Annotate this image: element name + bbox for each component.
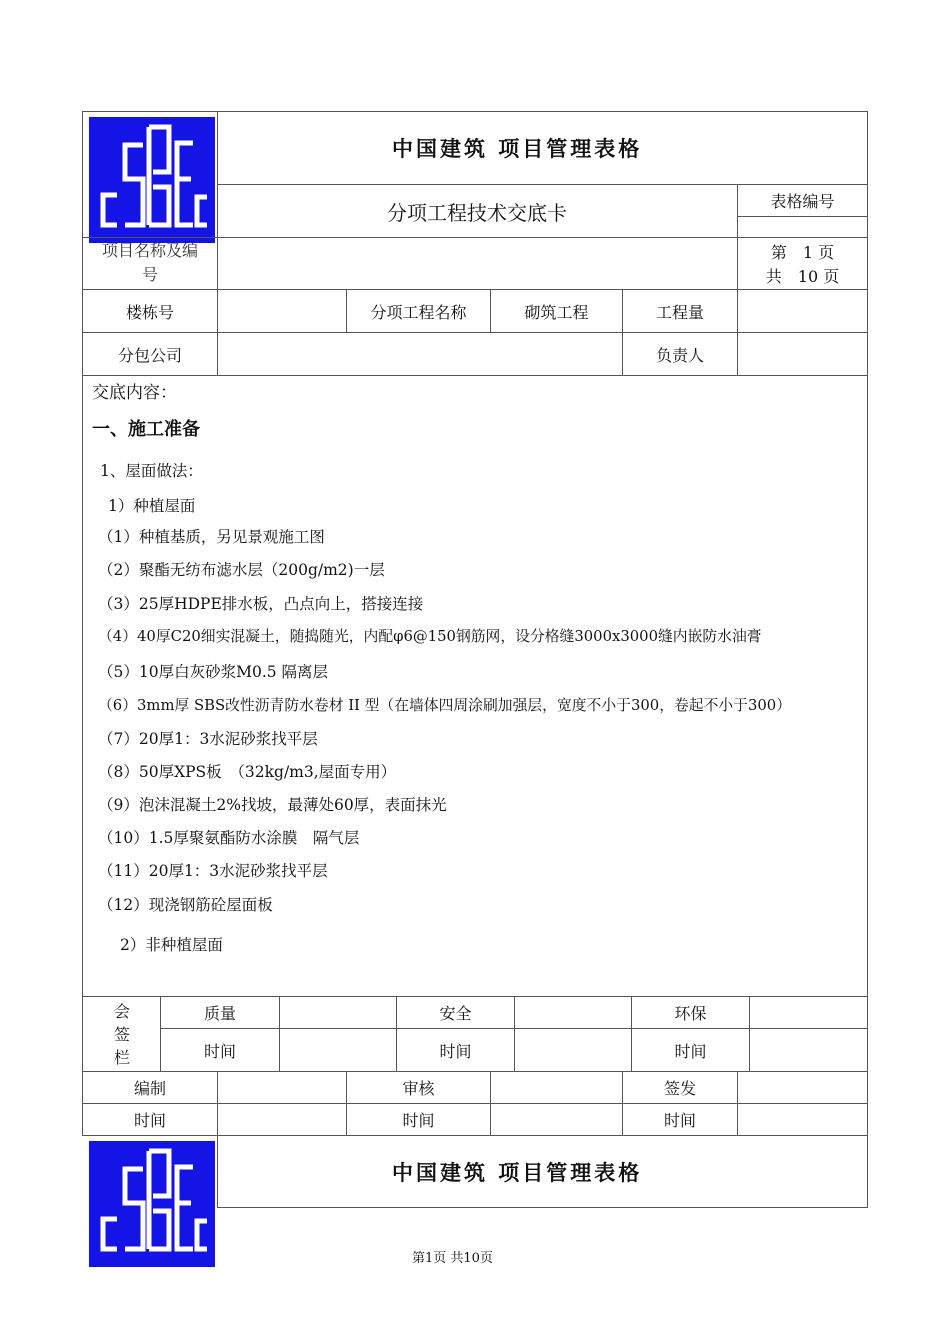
layer-line: （5）10厚白灰砂浆M0.5 隔离层 [98,663,329,681]
form-title: 分项工程技术交底卡 [387,200,567,225]
cscec-logo-icon [89,117,215,243]
quality-label: 质量 [203,1004,236,1023]
layer-line: （4）40厚C20细实混凝土，随捣随光，内配φ6@150钢筋网，设分格缝3000x3000缝内嵌防水油膏 [98,628,762,645]
layer-line: （2）聚酯无纺布滤水层（200g/m2)一层 [98,561,385,579]
layer-line: （12）现浇钢筋砼屋面板 [98,896,273,914]
layer-line: （6）3mm厚 SBS改性沥青防水卷材 II 型（在墙体四周涂刷加强层，宽度不小于300，卷起不小于300） [98,697,792,714]
time-label: 时间 [402,1111,435,1130]
layer-line: （8）50厚XPS板 （32kg/m3,屋面专用） [98,763,397,781]
project-name-label: 项目名称及编号 [101,241,198,284]
countersign-label: 会签栏 [113,1001,130,1067]
layer-line: （10）1.5厚聚氨酯防水涂膜 隔气层 [98,829,360,847]
env-label: 环保 [674,1004,707,1023]
page-total: 共 10 页 [765,266,840,286]
time-label: 时间 [439,1041,472,1061]
subitem-label: 分项工程名称 [370,302,467,322]
cscec-logo-icon [89,1141,215,1267]
brand-title: 中国建筑 项目管理表格 [392,137,643,161]
subitem-value: 砌筑工程 [524,302,589,322]
responsible-label: 负责人 [655,345,704,365]
layer-line: （1）种植基质，另见景观施工图 [98,528,325,546]
form-number-label: 表格编号 [770,192,835,211]
footer-brand-title: 中国建筑 项目管理表格 [392,1161,643,1185]
safety-label: 安全 [439,1004,472,1023]
responsible-value [738,333,867,375]
layer-line: （7）20厚1：3水泥砂浆找平层 [98,730,318,748]
time-label: 时间 [663,1111,696,1130]
subcontractor-value [218,333,622,375]
content-intro: 交底内容： [92,383,177,403]
layer-line: （11）20厚1：3水泥砂浆找平层 [98,862,328,880]
issued-label: 签发 [663,1079,696,1098]
layer-line: （9）泡沫混凝土2%找坡，最薄处60厚，表面抹光 [98,796,447,814]
page-number: 第 1 页 [770,242,835,262]
time-label: 时间 [203,1041,236,1061]
layer-line: （3）25厚HDPE排水板，凸点向上，搭接连接 [98,595,424,613]
quantity-value [738,290,867,332]
prepared-label: 编制 [133,1079,166,1098]
building-label: 楼栋号 [125,302,174,322]
time-label: 时间 [133,1111,166,1130]
page-footer: 第1页 共10页 [412,1251,493,1266]
form-number-value [738,217,867,237]
project-name-value [218,238,737,289]
sub-heading-planted: 1）种植屋面 [108,497,196,515]
quantity-label: 工程量 [655,302,704,322]
section-heading: 一、施工准备 [92,419,200,440]
sub-heading-non-planted: 2）非种植屋面 [120,936,223,954]
building-value [218,290,346,332]
reviewed-label: 审核 [402,1079,435,1098]
item-heading: 1、屋面做法： [100,462,203,480]
subcontractor-label: 分包公司 [117,345,182,365]
time-label: 时间 [674,1041,707,1061]
